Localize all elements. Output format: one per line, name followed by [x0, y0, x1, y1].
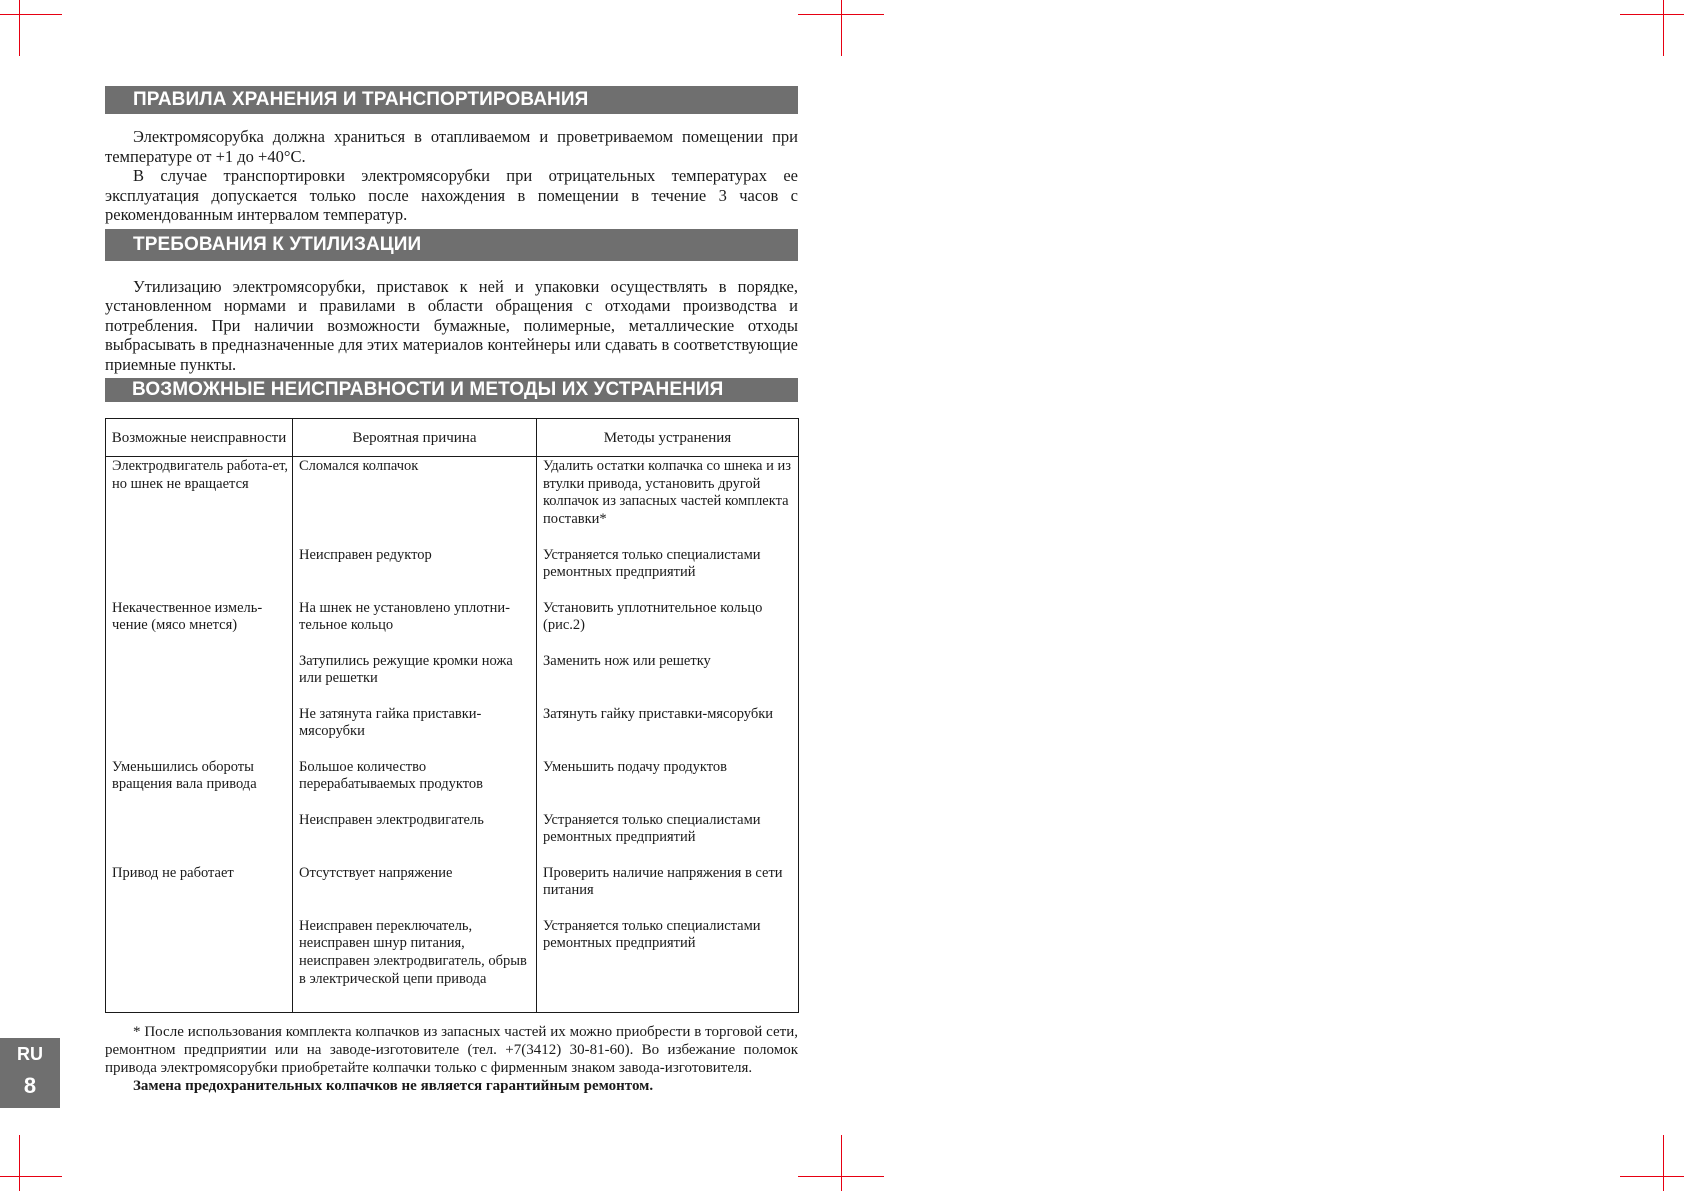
- storage-body: [105, 127, 798, 225]
- crop-mark: [1663, 1135, 1664, 1191]
- fault-cell: [106, 705, 293, 758]
- crop-mark: [19, 1135, 20, 1191]
- table-header-row: [106, 419, 799, 457]
- footnote: * После использования комплекта колпачков из запасных частей их можно приобрести в торговой сети, ремонтном предприятии или на заводе-изготовителе (тел. +7(3412) 30-81-60). Во избежание поломок привода электромясорубки приобретайте колпачки только с фирменным знаком завода-изготовителя.: [105, 1024, 798, 1076]
- table-header-fix: Методы устранения: [537, 419, 799, 457]
- crop-mark: [1663, 0, 1664, 56]
- table-row: [106, 457, 799, 546]
- crop-mark: [0, 1176, 62, 1177]
- fix-cell: Устраняется только специалистами ремонтных предприятий: [537, 811, 799, 864]
- page-number: 8: [23, 1073, 37, 1098]
- crop-mark: [1620, 1176, 1684, 1177]
- fix-cell: Устраняется только специалистами ремонтных предприятий: [537, 546, 799, 599]
- table-row: [106, 917, 799, 1013]
- fix-cell: Устраняется только специалистами ремонтных предприятий: [537, 917, 799, 1013]
- fault-cell: Уменьшились обороты вращения вала привода: [106, 758, 293, 811]
- table-row: [106, 599, 799, 652]
- fault-cell: [106, 811, 293, 864]
- table-header-cause: Вероятная причина: [293, 419, 537, 457]
- cause-cell: Большое количество перерабатываемых продуктов: [293, 758, 537, 811]
- fault-cell: Электродвигатель работа-ет, но шнек не вращается: [106, 457, 293, 546]
- crop-mark: [841, 1135, 842, 1191]
- fix-cell: Установить уплотнительное кольцо (рис.2): [537, 599, 799, 652]
- cause-cell: Неисправен переключатель, неисправен шнур питания, неисправен электродвигатель, обрыв в электрической цепи привода: [293, 917, 537, 1013]
- page-content: [105, 86, 798, 1095]
- disposal-paragraph: Утилизацию электромясорубки, приставок к ней и упаковки осуществлять в порядке, установленном нормами и правилами в области обращения с отходами производства и потребления. При наличии возможности бумажные, полимерные, металлические отходы выбрасывать в предназначенные для этих материалов контейнеры или сдавать в соответствующие приемные пункты.: [105, 276, 798, 374]
- section-heading-faults: ВОЗМОЖНЫЕ НЕИСПРАВНОСТИ И МЕТОДЫ ИХ УСТРАНЕНИЯ: [105, 378, 798, 402]
- storage-paragraph: В случае транспортировки электромясорубки при отрицательных температурах ее эксплуатация допускается только после нахождения в помещении в течение 3 часов с рекомендованным интервалом температур.: [105, 166, 798, 224]
- cause-cell: Неисправен электродвигатель: [293, 811, 537, 864]
- crop-mark: [19, 0, 20, 56]
- fault-cell: [106, 652, 293, 705]
- crop-mark: [0, 14, 62, 15]
- table-row: [106, 811, 799, 864]
- disposal-body: [105, 277, 798, 375]
- table-row: [106, 546, 799, 599]
- storage-paragraph: Электромясорубка должна храниться в отапливаемом и проветриваемом помещении при температуре от +1 до +40°С.: [105, 127, 798, 166]
- table-header-fault: Возможные неисправности: [106, 419, 293, 457]
- fault-cell: Привод не работает: [106, 864, 293, 917]
- section-heading-disposal: ТРЕБОВАНИЯ К УТИЛИЗАЦИИ: [105, 229, 798, 261]
- cause-cell: Отсутствует напряжение: [293, 864, 537, 917]
- cause-cell: Неисправен редуктор: [293, 546, 537, 599]
- table-row: [106, 652, 799, 705]
- fix-cell: Проверить наличие напряжения в сети питания: [537, 864, 799, 917]
- cause-cell: Затупились режущие кромки ножа или решетки: [293, 652, 537, 705]
- fix-cell: Затянуть гайку приставки-мясорубки: [537, 705, 799, 758]
- table-row: [106, 705, 799, 758]
- footnote-warranty-note: Замена предохранительных колпачков не является гарантийным ремонтом.: [133, 1078, 654, 1094]
- cause-cell: Не затянута гайка приставки-мясорубки: [293, 705, 537, 758]
- page-tab: [0, 1038, 60, 1108]
- section-heading-storage: ПРАВИЛА ХРАНЕНИЯ И ТРАНСПОРТИРОВАНИЯ: [105, 86, 798, 114]
- crop-mark: [1620, 14, 1684, 15]
- cause-cell: Сломался колпачок: [293, 457, 537, 546]
- fault-cell: [106, 546, 293, 599]
- fix-cell: Удалить остатки колпачка со шнека и из втулки привода, установить другой колпачок из запасных частей комплекта поставки*: [537, 457, 799, 546]
- cause-cell: На шнек не установлено уплотни-тельное кольцо: [293, 599, 537, 652]
- table-row: [106, 758, 799, 811]
- fix-cell: Уменьшить подачу продуктов: [537, 758, 799, 811]
- fault-table: [105, 418, 799, 1013]
- fix-cell: Заменить нож или решетку: [537, 652, 799, 705]
- fault-cell: [106, 917, 293, 1013]
- language-label: RU: [17, 1044, 43, 1064]
- crop-mark: [841, 0, 842, 56]
- table-row: [106, 864, 799, 917]
- fault-cell: Некачественное измель-чение (мясо мнется): [106, 599, 293, 652]
